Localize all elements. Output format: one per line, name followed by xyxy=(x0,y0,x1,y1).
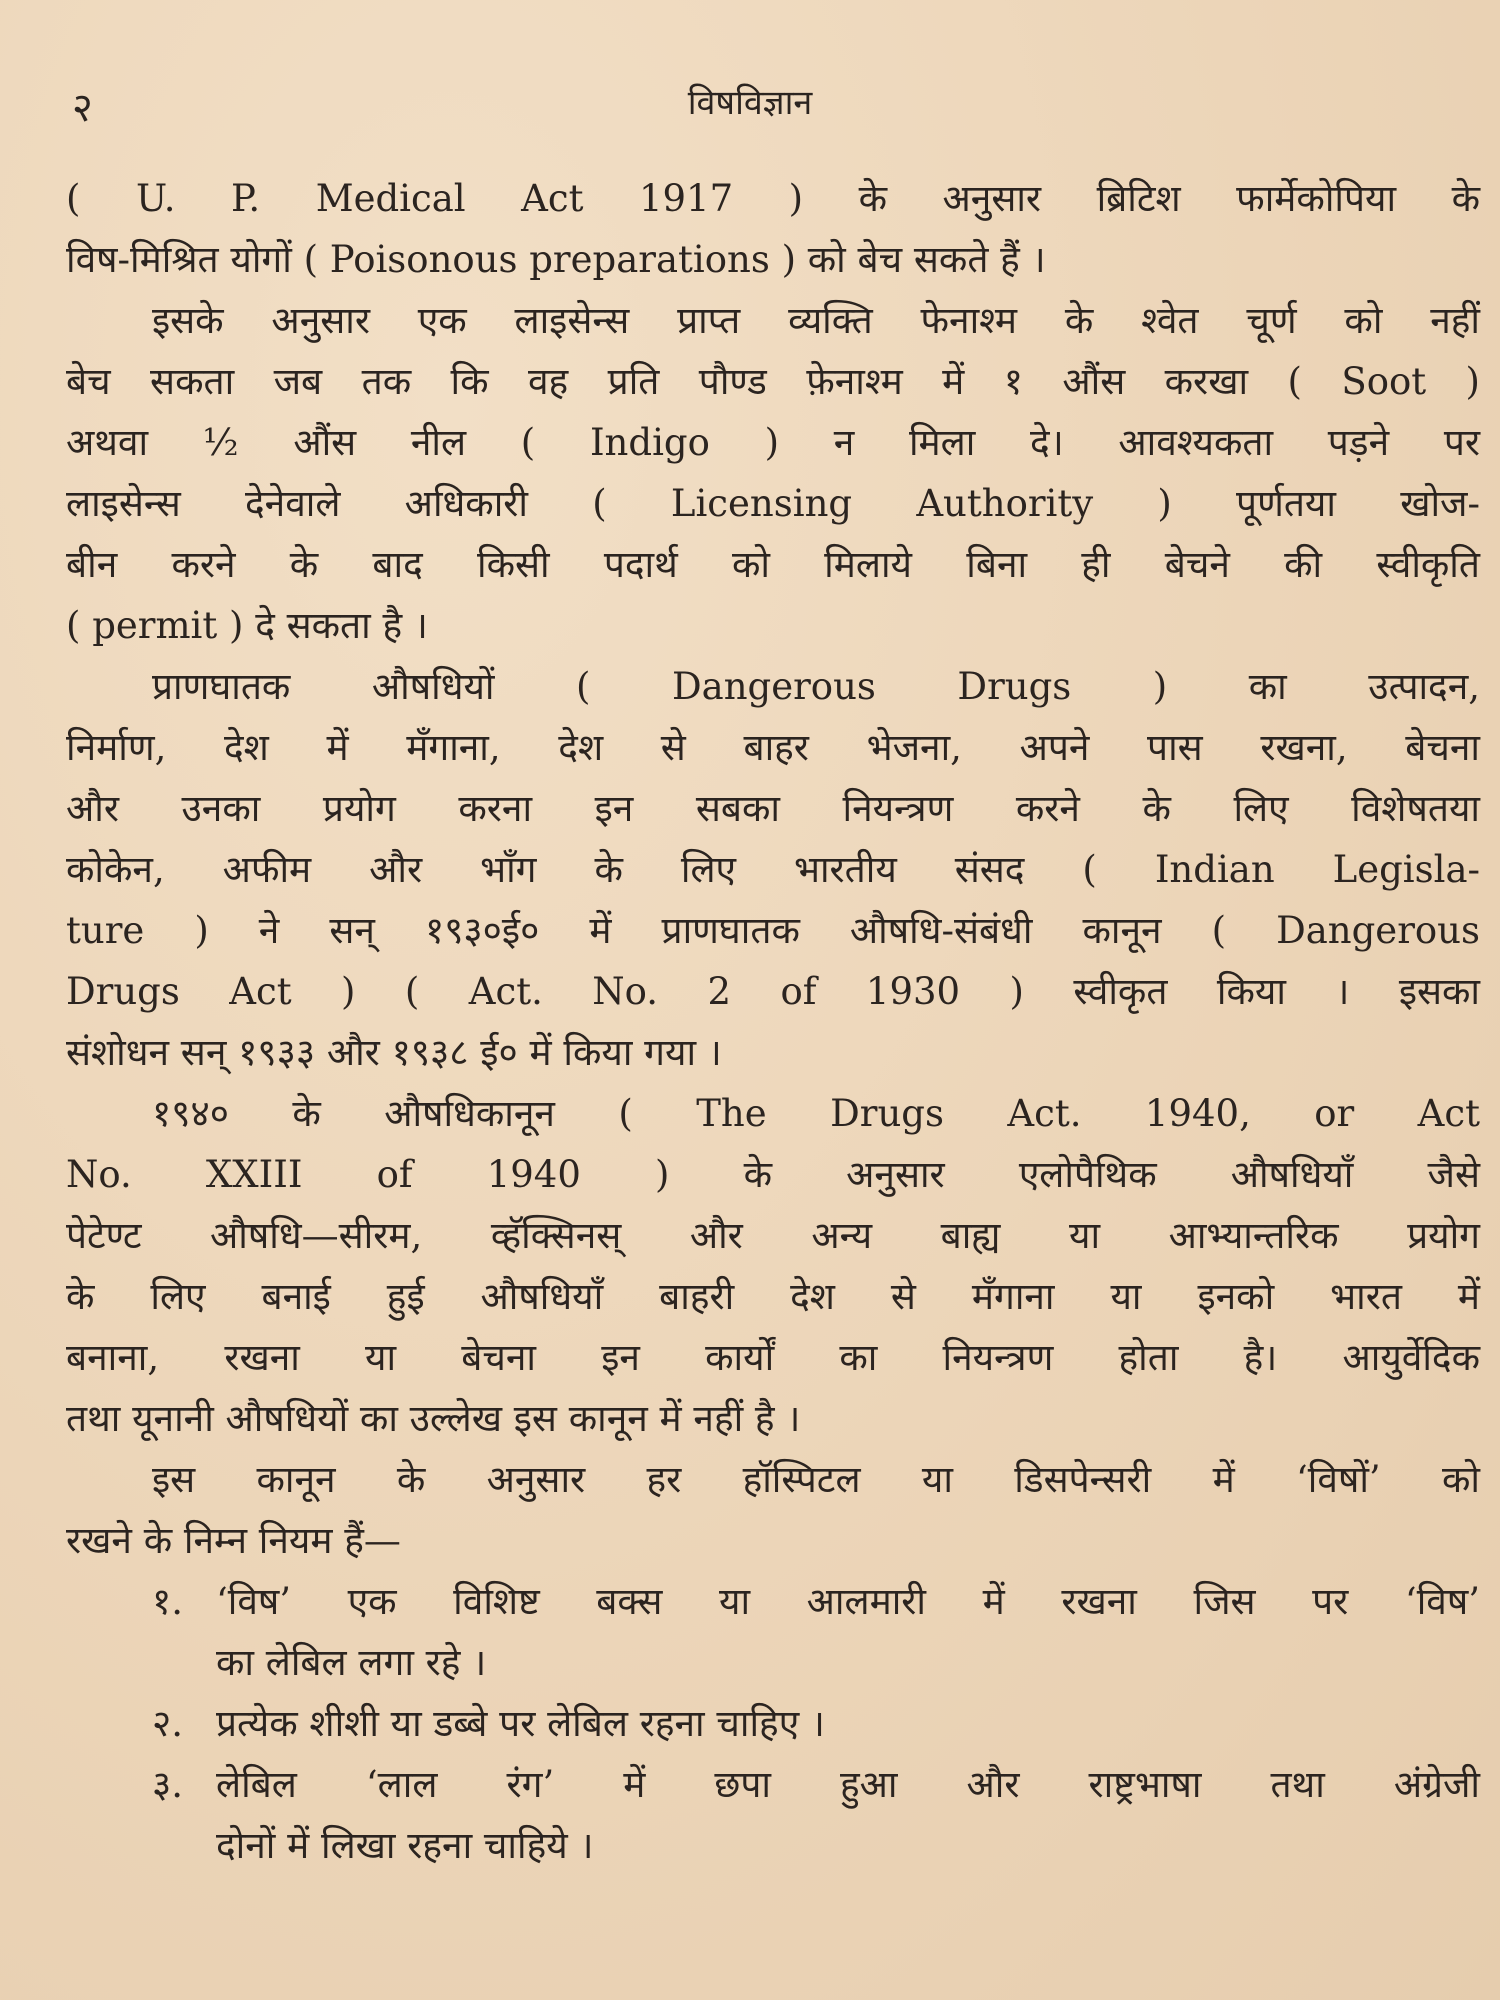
page-body xyxy=(66,168,1480,1876)
running-title: विषविज्ञान xyxy=(687,83,813,123)
paragraph-start: इस कानून के अनुसार हर हॉस्पिटल या डिसपेन्सरी में ‘विषों’ को xyxy=(152,1458,1480,1501)
text-line: Drugs Act ) ( Act. No. 2 of 1930 ) स्वीकृत किया । इसका xyxy=(66,970,1480,1013)
text-line: निर्माण, देश में मँगाना, देश से बाहर भेजना, अपने पास रखना, बेचना xyxy=(66,726,1480,769)
text-line: No. XXIII of 1940 ) के अनुसार एलोपैथिक औषधियाँ जैसे xyxy=(66,1153,1480,1196)
text-line: ( U. P. Medical Act 1917 ) के अनुसार ब्रिटिश फार्मेकोपिया के xyxy=(66,177,1480,220)
rule-text: प्रत्येक शीशी या डब्बे पर लेबिल रहना चाहिए । xyxy=(216,1702,825,1745)
text-line: बनाना, रखना या बेचना इन कार्यों का नियन्त्रण होता है। आयुर्वेदिक xyxy=(66,1336,1480,1379)
text-line: बीन करने के बाद किसी पदार्थ को मिलाये बिना ही बेचने की स्वीकृति xyxy=(66,543,1480,586)
text-line: पेटेण्ट औषधि—सीरम, व्हॅक्सिनस् और अन्य बाह्य या आभ्यान्तरिक प्रयोग xyxy=(66,1214,1480,1257)
rule-text: ‘विष’ एक विशिष्ट बक्स या आलमारी में रखना जिस पर ‘विष’ xyxy=(216,1580,1480,1623)
rule-item-continuation xyxy=(66,1815,1480,1876)
paragraph-start: १९४० के औषधिकानून ( The Drugs Act. 1940, or Act xyxy=(152,1092,1480,1135)
text-line: के लिए बनाई हुई औषधियाँ बाहरी देश से मँगाना या इनको भारत में xyxy=(66,1275,1480,1318)
rule-text: लेबिल ‘लाल रंग’ में छपा हुआ और राष्ट्रभाषा तथा अंग्रेजी xyxy=(216,1763,1480,1806)
rule-item xyxy=(66,1571,1480,1632)
text-line: विष-मिश्रित योगों ( Poisonous preparations ) को बेच सकते हैं । xyxy=(66,238,1046,281)
text-line: रखने के निम्न नियम हैं— xyxy=(66,1519,401,1562)
rule-number: २. xyxy=(152,1702,184,1745)
rule-number: ३. xyxy=(152,1763,184,1806)
rule-text: का लेबिल लगा रहे । xyxy=(216,1641,487,1684)
rule-number: १. xyxy=(152,1580,184,1623)
paragraph-start: प्राणघातक औषधियों ( Dangerous Drugs ) का उत्पादन, xyxy=(152,665,1480,708)
page-number: २ xyxy=(72,85,93,131)
rule-item xyxy=(66,1693,1480,1754)
text-line: और उनका प्रयोग करना इन सबका नियन्त्रण करने के लिए विशेषतया xyxy=(66,787,1480,830)
rule-item-continuation xyxy=(66,1632,1480,1693)
text-line: लाइसेन्स देनेवाले अधिकारी ( Licensing Authority ) पूर्णतया खोज- xyxy=(66,482,1480,525)
text-line: ture ) ने सन् १९३०ई० में प्राणघातक औषधि-संबंधी कानून ( Dangerous xyxy=(66,909,1480,952)
text-line: तथा यूनानी औषधियों का उल्लेख इस कानून में नहीं है । xyxy=(66,1397,801,1440)
text-line: अथवा ½ औंस नील ( Indigo ) न मिला दे। आवश्यकता पड़ने पर xyxy=(66,421,1480,464)
text-line: बेच सकता जब तक कि वह प्रति पौण्ड फ़ेनाश्म में १ औंस करखा ( Soot ) xyxy=(66,360,1480,403)
rule-text: दोनों में लिखा रहना चाहिये । xyxy=(216,1824,594,1867)
text-line: ( permit ) दे सकता है । xyxy=(66,604,428,647)
text-line: कोकेन, अफीम और भाँग के लिए भारतीय संसद ( Indian Legisla- xyxy=(66,848,1480,891)
text-line: संशोधन सन् १९३३ और १९३८ ई० में किया गया । xyxy=(66,1031,722,1074)
paragraph-start: इसके अनुसार एक लाइसेन्स प्राप्त व्यक्ति फेनाश्म के श्वेत चूर्ण को नहीं xyxy=(152,299,1480,342)
rule-item xyxy=(66,1754,1480,1815)
